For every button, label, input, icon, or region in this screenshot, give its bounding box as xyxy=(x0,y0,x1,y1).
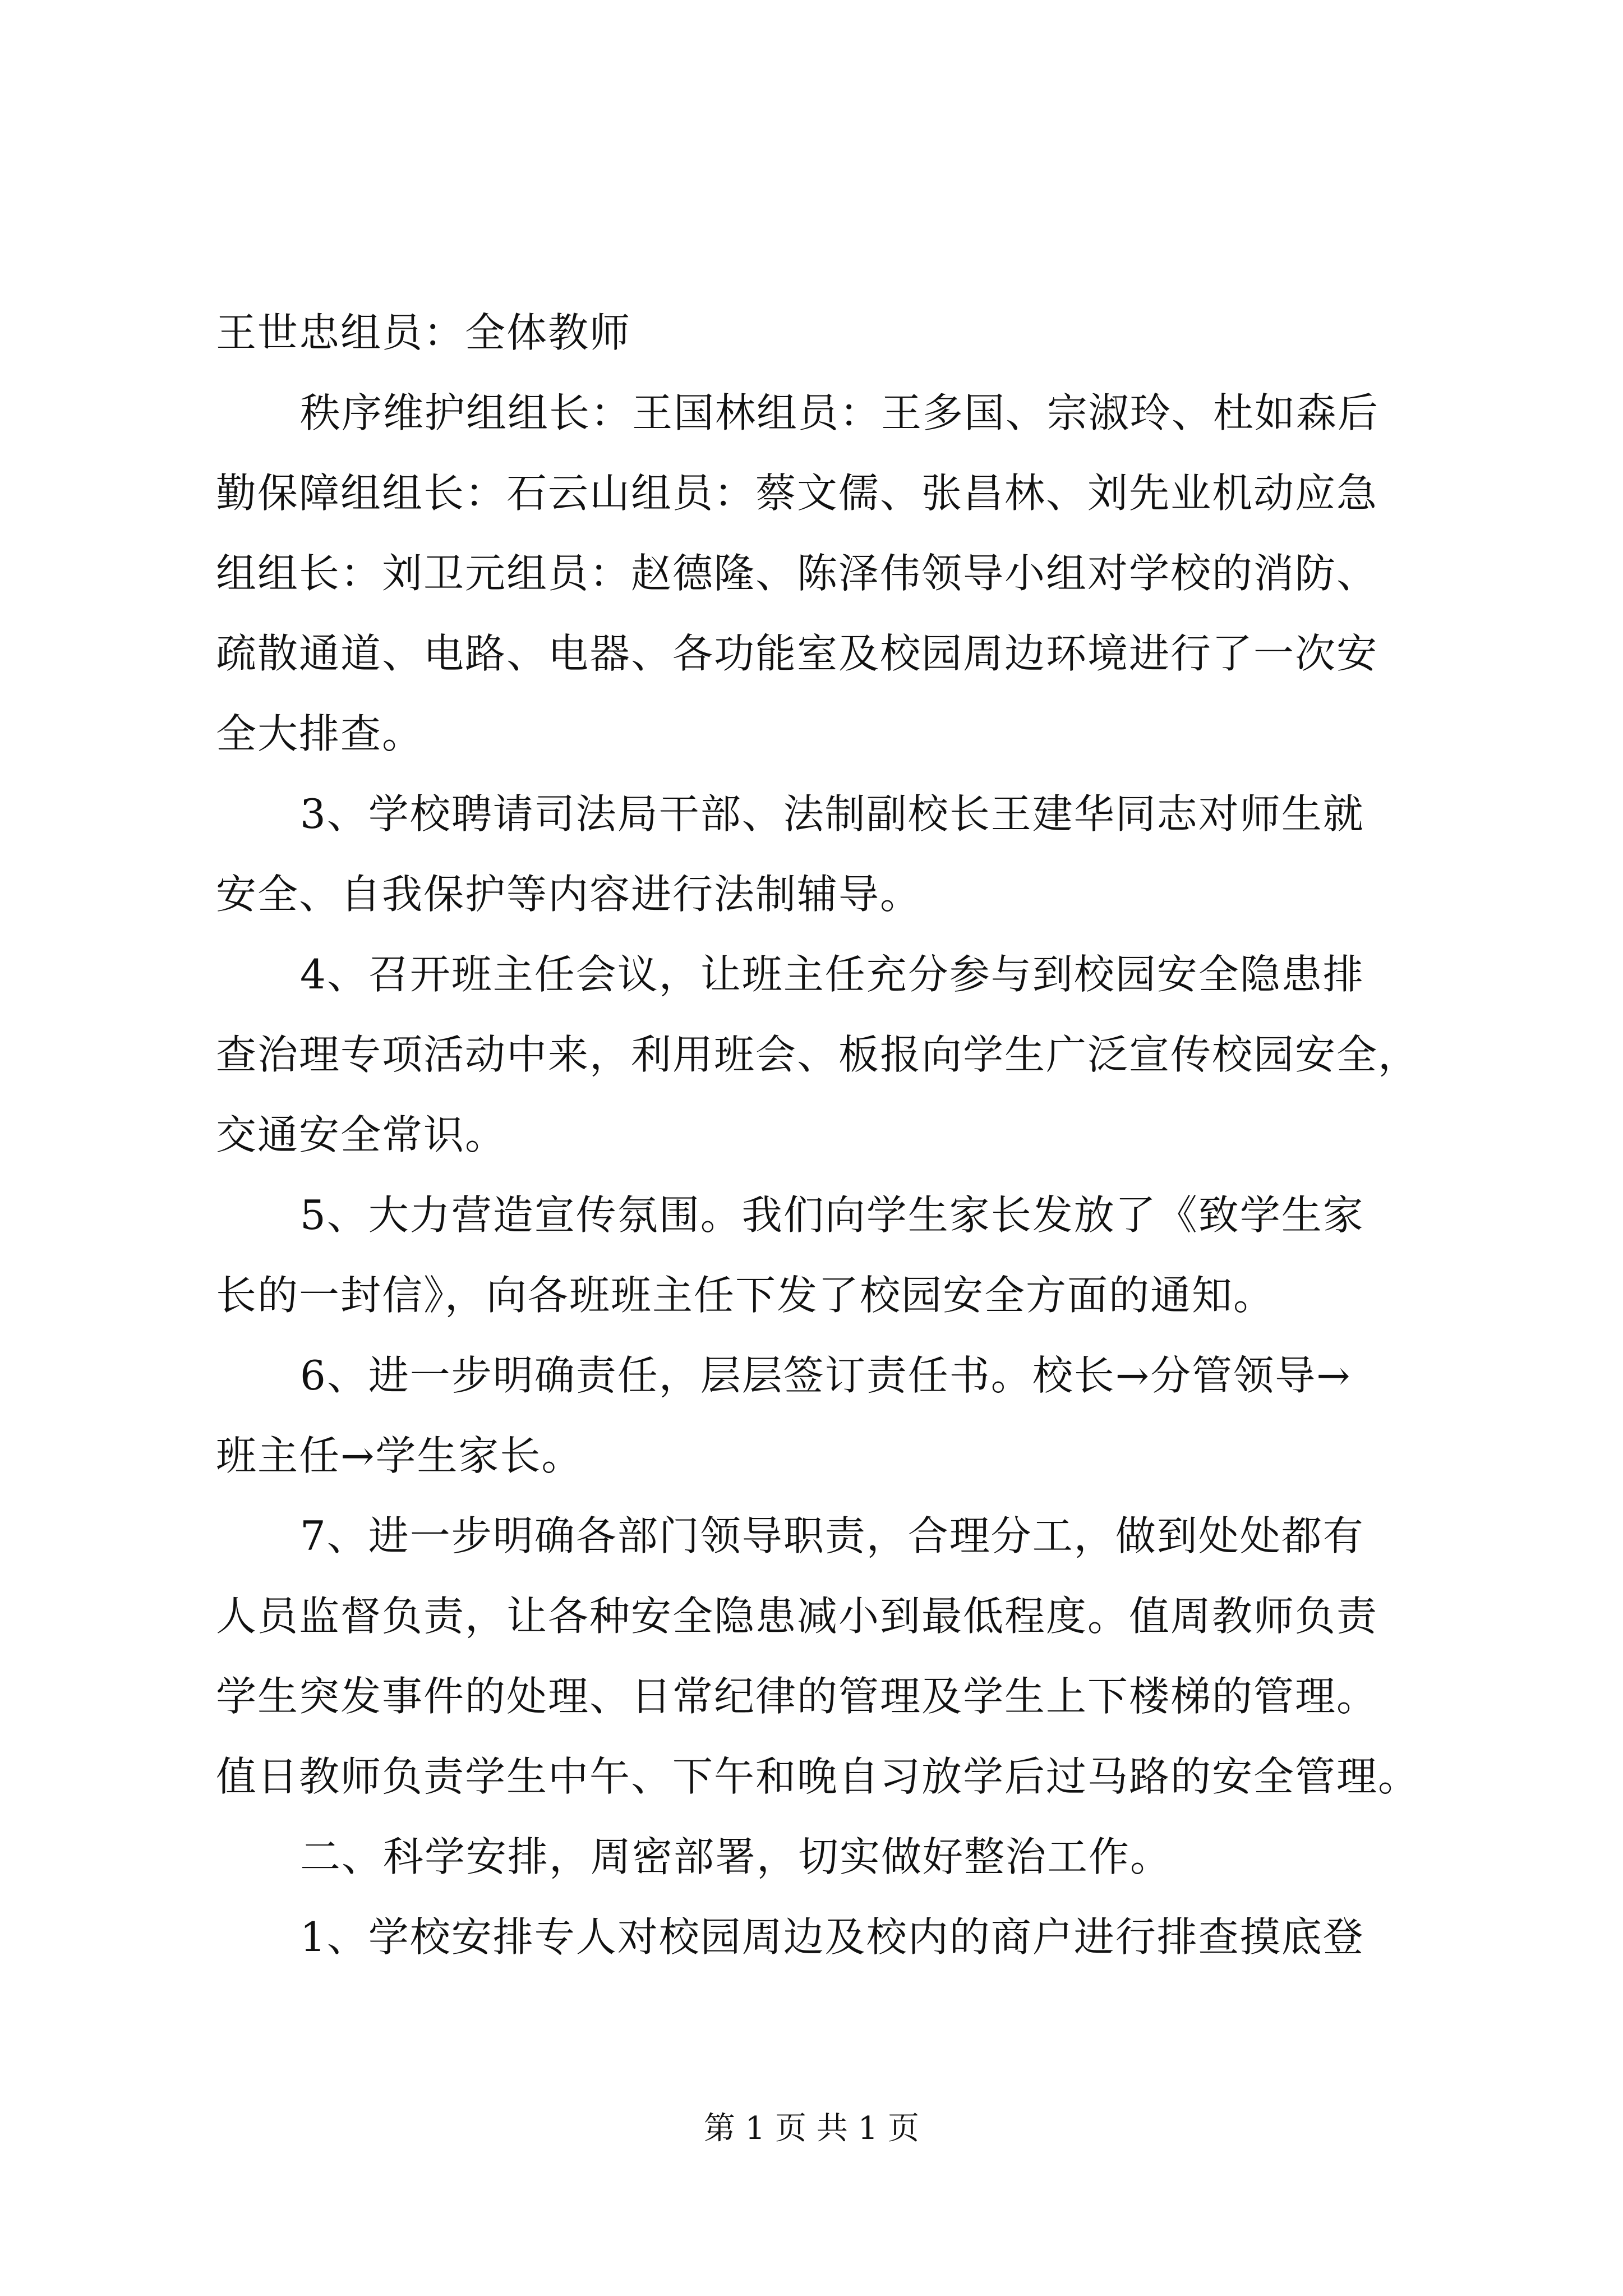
text-line: 查治理专项活动中来，利用班会、板报向学生广泛宣传校园安全， xyxy=(216,1031,1420,1078)
text-line: 人员监督负责，让各种安全隐患减小到最低程度。值周教师负责 xyxy=(216,1593,1378,1640)
text-line: 5、大力营造宣传氛围。我们向学生家长发放了《致学生家 xyxy=(300,1191,1364,1239)
text-line: 长的一封信》，向各班班主任下发了校园安全方面的通知。 xyxy=(216,1272,1275,1319)
text-line: 6、进一步明确责任，层层签订责任书。校长→分管领导→ xyxy=(300,1352,1352,1399)
text-line: 勤保障组组长：石云山组员：蔡文儒、张昌林、刘先业机动应急 xyxy=(216,470,1378,517)
text-line: 值日教师负责学生中午、下午和晚自习放学后过马路的安全管理。 xyxy=(216,1753,1420,1800)
text-line: 3、学校聘请司法局干部、法制副校长王建华同志对师生就 xyxy=(300,790,1364,838)
text-line: 秩序维护组组长：王国林组员：王多国、宗淑玲、杜如森后 xyxy=(300,389,1380,436)
text-line: 学生突发事件的处理、日常纪律的管理及学生上下楼梯的管理。 xyxy=(216,1673,1378,1720)
text-line: 安全、自我保护等内容进行法制辅导。 xyxy=(216,871,922,918)
text-line: 交通安全常识。 xyxy=(216,1111,507,1158)
text-line: 组组长：刘卫元组员：赵德隆、陈泽伟领导小组对学校的消防、 xyxy=(216,550,1378,597)
text-line: 7、进一步明确各部门领导职责，合理分工，做到处处都有 xyxy=(300,1512,1364,1559)
text-line: 班主任→学生家长。 xyxy=(216,1432,583,1479)
text-line: 疏散通道、电路、电器、各功能室及校园周边环境进行了一次安 xyxy=(216,630,1378,677)
text-line: 二、科学安排，周密部署，切实做好整治工作。 xyxy=(300,1833,1172,1880)
text-line: 全大排查。 xyxy=(216,710,424,757)
text-line: 1、学校安排专人对校园周边及校内的商户进行排查摸底登 xyxy=(300,1913,1364,1961)
page-number-footer: 第 1 页 共 1 页 xyxy=(703,2110,920,2147)
text-line: 4、召开班主任会议，让班主任充分参与到校园安全隐患排 xyxy=(300,951,1364,998)
text-line: 王世忠组员：全体教师 xyxy=(216,309,631,356)
document-body xyxy=(216,293,1438,1977)
